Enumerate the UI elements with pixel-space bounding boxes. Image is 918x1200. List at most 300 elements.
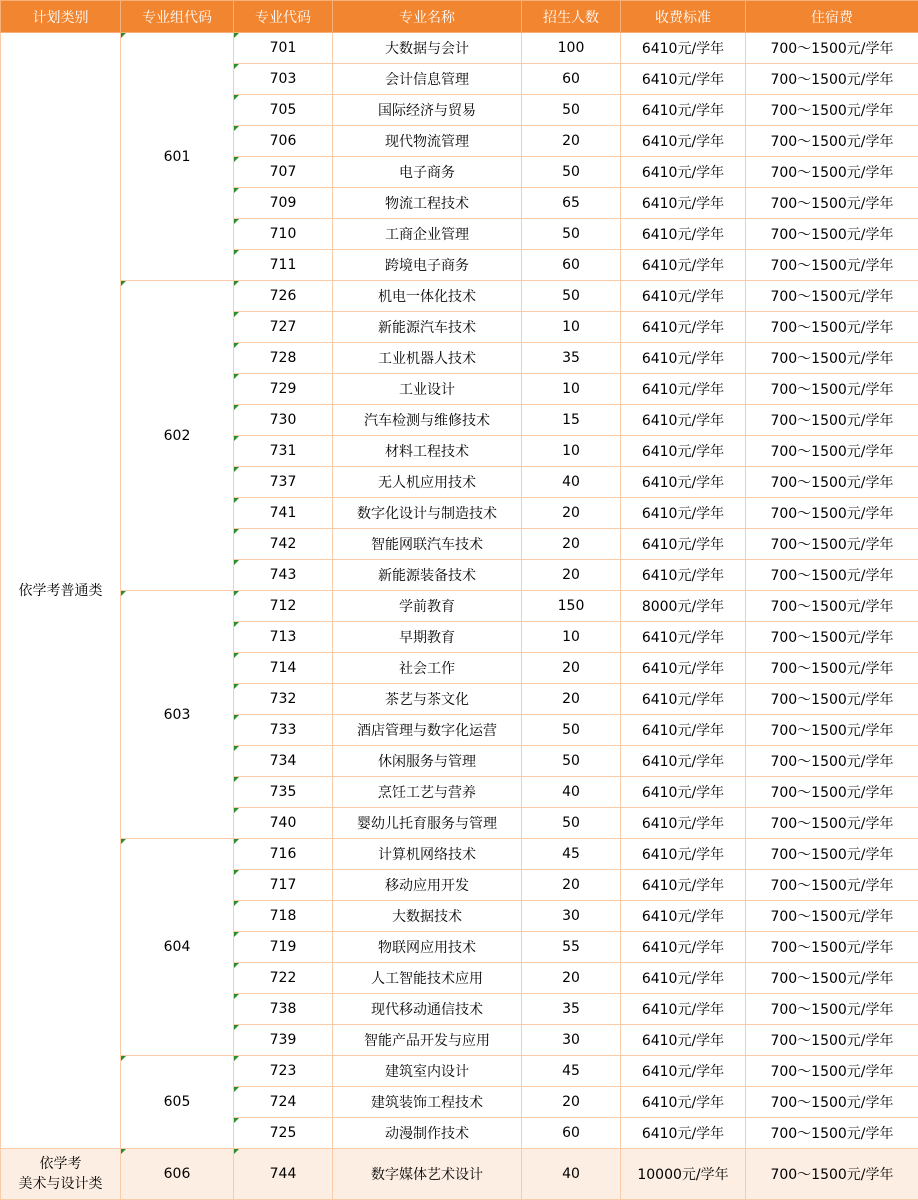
major-name: 新能源装备技术 <box>378 568 476 584</box>
cell-marker-icon <box>234 467 239 472</box>
enrollment-count: 30 <box>562 1032 580 1048</box>
major-code: 718 <box>270 908 297 924</box>
cell-marker-icon <box>121 1056 126 1061</box>
tuition-fee-cell <box>621 64 746 95</box>
dorm-fee: 700～1500元/学年 <box>770 351 893 367</box>
major-name-cell <box>333 653 522 684</box>
table-row <box>1 839 918 870</box>
major-name-cell <box>333 219 522 250</box>
major-code: 711 <box>270 257 297 273</box>
major-code-cell <box>234 405 333 436</box>
dorm-fee: 700～1500元/学年 <box>770 847 893 863</box>
major-name: 大数据与会计 <box>385 41 469 57</box>
major-name: 国际经济与贸易 <box>378 103 476 119</box>
tuition-fee-cell <box>621 653 746 684</box>
major-code: 719 <box>270 939 297 955</box>
cell-marker-icon <box>234 994 239 999</box>
enrollment-count: 50 <box>562 815 580 831</box>
tuition-fee-cell <box>621 436 746 467</box>
major-code-cell <box>234 746 333 777</box>
tuition-fee-cell <box>621 1056 746 1087</box>
dorm-fee-cell <box>746 436 918 467</box>
dorm-fee-cell <box>746 250 918 281</box>
tuition-fee-cell <box>621 467 746 498</box>
tuition-fee-cell <box>621 312 746 343</box>
dorm-fee: 700～1500元/学年 <box>770 1126 893 1142</box>
cell-marker-icon <box>234 188 239 193</box>
enrollment-count: 50 <box>562 722 580 738</box>
major-code-cell <box>234 1087 333 1118</box>
major-code-cell <box>234 126 333 157</box>
major-code: 723 <box>270 1063 297 1079</box>
dorm-fee: 700～1500元/学年 <box>770 103 893 119</box>
tuition-fee: 6410元/学年 <box>642 1126 724 1142</box>
major-code-cell <box>234 653 333 684</box>
major-code: 740 <box>270 815 297 831</box>
major-code-cell <box>234 95 333 126</box>
tuition-fee: 6410元/学年 <box>642 289 724 305</box>
major-name-cell <box>333 498 522 529</box>
tuition-fee-cell <box>621 994 746 1025</box>
tuition-fee: 6410元/学年 <box>642 413 724 429</box>
dorm-fee-cell <box>746 1056 918 1087</box>
dorm-fee: 700～1500元/学年 <box>770 444 893 460</box>
enrollment-count-cell <box>522 839 621 870</box>
enrollment-count-cell <box>522 746 621 777</box>
dorm-fee-cell <box>746 591 918 622</box>
tuition-fee-cell <box>621 715 746 746</box>
enrollment-count: 60 <box>562 257 580 273</box>
dorm-fee-cell <box>746 188 918 219</box>
tuition-fee-cell <box>621 1149 746 1200</box>
major-code-cell <box>234 467 333 498</box>
major-code: 724 <box>270 1094 297 1110</box>
major-code-cell <box>234 436 333 467</box>
major-name-cell <box>333 157 522 188</box>
dorm-fee-cell <box>746 653 918 684</box>
tuition-fee: 6410元/学年 <box>642 382 724 398</box>
tuition-fee: 6410元/学年 <box>642 909 724 925</box>
enrollment-count: 20 <box>562 691 580 707</box>
enrollment-count-cell <box>522 1118 621 1149</box>
header-tuition: 收费标准 <box>621 1 746 33</box>
major-name-cell <box>333 839 522 870</box>
plan-category-cell <box>1 1149 121 1200</box>
tuition-fee-cell <box>621 808 746 839</box>
cell-marker-icon <box>234 653 239 658</box>
header-row <box>1 1 918 33</box>
cell-marker-icon <box>234 839 239 844</box>
cell-marker-icon <box>234 1118 239 1123</box>
enrollment-count-cell <box>522 932 621 963</box>
major-name-cell <box>333 1056 522 1087</box>
enrollment-count: 65 <box>562 195 580 211</box>
major-name: 现代物流管理 <box>385 134 469 150</box>
major-code: 709 <box>270 195 297 211</box>
enrollment-count-cell <box>522 591 621 622</box>
dorm-fee: 700～1500元/学年 <box>770 909 893 925</box>
major-name-cell <box>333 126 522 157</box>
tuition-fee-cell <box>621 188 746 219</box>
major-code-cell <box>234 932 333 963</box>
dorm-fee-cell <box>746 343 918 374</box>
enrollment-count-cell <box>522 653 621 684</box>
enrollment-count-cell <box>522 1087 621 1118</box>
dorm-fee-cell <box>746 932 918 963</box>
tuition-fee-cell <box>621 746 746 777</box>
cell-marker-icon <box>121 591 126 596</box>
major-code: 705 <box>270 102 297 118</box>
cell-marker-icon <box>234 932 239 937</box>
major-name: 跨境电子商务 <box>385 258 469 274</box>
dorm-fee-cell <box>746 64 918 95</box>
tuition-fee: 6410元/学年 <box>642 134 724 150</box>
dorm-fee: 700～1500元/学年 <box>770 134 893 150</box>
dorm-fee-cell <box>746 281 918 312</box>
dorm-fee-cell <box>746 808 918 839</box>
major-name-cell <box>333 1025 522 1056</box>
tuition-fee: 8000元/学年 <box>642 599 724 615</box>
major-name: 工业机器人技术 <box>378 351 476 367</box>
major-name-cell <box>333 994 522 1025</box>
major-name-cell <box>333 1087 522 1118</box>
major-code-cell <box>234 1056 333 1087</box>
major-code-cell <box>234 684 333 715</box>
major-code: 730 <box>270 412 297 428</box>
enrollment-count-cell <box>522 405 621 436</box>
enrollment-count: 50 <box>562 164 580 180</box>
cell-marker-icon <box>234 219 239 224</box>
tuition-fee: 6410元/学年 <box>642 165 724 181</box>
dorm-fee-cell <box>746 157 918 188</box>
tuition-fee-cell <box>621 1118 746 1149</box>
enrollment-count-cell <box>522 95 621 126</box>
major-name-cell <box>333 529 522 560</box>
tuition-fee: 6410元/学年 <box>642 1002 724 1018</box>
major-code-cell <box>234 870 333 901</box>
enrollment-count-cell <box>522 33 621 64</box>
major-name-cell <box>333 746 522 777</box>
enrollment-count-cell <box>522 467 621 498</box>
tuition-fee-cell <box>621 374 746 405</box>
tuition-fee: 6410元/学年 <box>642 227 724 243</box>
tuition-fee-cell <box>621 839 746 870</box>
dorm-fee: 700～1500元/学年 <box>770 878 893 894</box>
plan-category-label: 依学考普通类 <box>1 581 120 601</box>
tuition-fee-cell <box>621 777 746 808</box>
tuition-fee: 6410元/学年 <box>642 661 724 677</box>
enrollment-count: 40 <box>562 784 580 800</box>
major-name: 学前教育 <box>399 599 455 615</box>
enrollment-count-cell <box>522 64 621 95</box>
dorm-fee-cell <box>746 839 918 870</box>
major-name: 建筑装饰工程技术 <box>371 1095 483 1111</box>
major-name: 休闲服务与管理 <box>378 754 476 770</box>
major-code: 739 <box>270 1032 297 1048</box>
major-name: 机电一体化技术 <box>378 289 476 305</box>
tuition-fee: 6410元/学年 <box>642 630 724 646</box>
dorm-fee-cell <box>746 467 918 498</box>
cell-marker-icon <box>234 1087 239 1092</box>
enrollment-count: 20 <box>562 877 580 893</box>
major-code: 717 <box>270 877 297 893</box>
dorm-fee: 700～1500元/学年 <box>770 599 893 615</box>
major-code: 710 <box>270 226 297 242</box>
cell-marker-icon <box>234 777 239 782</box>
major-name: 电子商务 <box>399 165 455 181</box>
dorm-fee-cell <box>746 529 918 560</box>
plan-category-label: 美术与设计类 <box>1 1174 120 1194</box>
major-code: 706 <box>270 133 297 149</box>
enrollment-count: 60 <box>562 71 580 87</box>
enrollment-count: 50 <box>562 288 580 304</box>
major-name-cell <box>333 808 522 839</box>
tuition-fee-cell <box>621 219 746 250</box>
cell-marker-icon <box>234 157 239 162</box>
dorm-fee: 700～1500元/学年 <box>770 289 893 305</box>
tuition-fee: 6410元/学年 <box>642 568 724 584</box>
plan-category-label: 依学考 <box>1 1154 120 1174</box>
cell-marker-icon <box>234 95 239 100</box>
major-name-cell <box>333 963 522 994</box>
dorm-fee-cell <box>746 777 918 808</box>
table-body <box>1 33 918 1200</box>
tuition-fee-cell <box>621 281 746 312</box>
dorm-fee-cell <box>746 560 918 591</box>
enrollment-count: 50 <box>562 102 580 118</box>
major-code-cell <box>234 64 333 95</box>
major-code: 734 <box>270 753 297 769</box>
cell-marker-icon <box>234 33 239 38</box>
dorm-fee: 700～1500元/学年 <box>770 537 893 553</box>
major-code: 707 <box>270 164 297 180</box>
cell-marker-icon <box>234 529 239 534</box>
tuition-fee-cell <box>621 932 746 963</box>
tuition-fee: 6410元/学年 <box>642 754 724 770</box>
header-group-code: 专业组代码 <box>121 1 234 33</box>
tuition-fee: 6410元/学年 <box>642 351 724 367</box>
enrollment-count-cell <box>522 157 621 188</box>
major-code-cell <box>234 312 333 343</box>
dorm-fee-cell <box>746 498 918 529</box>
cell-marker-icon <box>234 715 239 720</box>
dorm-fee: 700～1500元/学年 <box>770 971 893 987</box>
dorm-fee-cell <box>746 1087 918 1118</box>
enrollment-count-cell <box>522 250 621 281</box>
major-name: 新能源汽车技术 <box>378 320 476 336</box>
dorm-fee-cell <box>746 95 918 126</box>
enrollment-count-cell <box>522 188 621 219</box>
dorm-fee: 700～1500元/学年 <box>770 320 893 336</box>
tuition-fee-cell <box>621 126 746 157</box>
major-code: 732 <box>270 691 297 707</box>
dorm-fee: 700～1500元/学年 <box>770 506 893 522</box>
table-row <box>1 1056 918 1087</box>
tuition-fee-cell <box>621 157 746 188</box>
major-code-cell <box>234 1025 333 1056</box>
major-name-cell <box>333 281 522 312</box>
dorm-fee-cell <box>746 901 918 932</box>
major-name: 烹饪工艺与营养 <box>378 785 476 801</box>
cell-marker-icon <box>121 33 126 38</box>
group-code: 603 <box>164 707 191 723</box>
major-code: 703 <box>270 71 297 87</box>
cell-marker-icon <box>234 126 239 131</box>
cell-marker-icon <box>234 281 239 286</box>
dorm-fee-cell <box>746 126 918 157</box>
major-code: 737 <box>270 474 297 490</box>
dorm-fee: 700～1500元/学年 <box>770 413 893 429</box>
enrollment-count-cell <box>522 436 621 467</box>
major-code-cell <box>234 374 333 405</box>
enrollment-count-cell <box>522 219 621 250</box>
enrollment-count: 45 <box>562 846 580 862</box>
major-name-cell <box>333 1118 522 1149</box>
enrollment-count-cell <box>522 312 621 343</box>
tuition-fee: 6410元/学年 <box>642 1095 724 1111</box>
enrollment-count: 10 <box>562 381 580 397</box>
dorm-fee-cell <box>746 994 918 1025</box>
enrollment-count-cell <box>522 529 621 560</box>
enrollment-count: 35 <box>562 350 580 366</box>
table-row <box>1 1149 918 1200</box>
major-code-cell <box>234 1149 333 1200</box>
major-name: 人工智能技术应用 <box>371 971 483 987</box>
major-name: 智能网联汽车技术 <box>371 537 483 553</box>
enrollment-count-cell <box>522 281 621 312</box>
major-name-cell <box>333 436 522 467</box>
dorm-fee: 700～1500元/学年 <box>770 630 893 646</box>
dorm-fee-cell <box>746 1149 918 1200</box>
tuition-fee-cell <box>621 95 746 126</box>
tuition-fee: 6410元/学年 <box>642 847 724 863</box>
dorm-fee-cell <box>746 312 918 343</box>
major-name: 工业设计 <box>399 382 455 398</box>
group-code: 604 <box>164 939 191 955</box>
major-code: 722 <box>270 970 297 986</box>
dorm-fee-cell <box>746 33 918 64</box>
major-code-cell <box>234 715 333 746</box>
enrollment-count-cell <box>522 1056 621 1087</box>
enrollment-count: 35 <box>562 1001 580 1017</box>
major-name: 酒店管理与数字化运营 <box>357 723 497 739</box>
group-code-cell <box>121 1149 234 1200</box>
cell-marker-icon <box>234 343 239 348</box>
group-code-cell <box>121 33 234 281</box>
major-code: 726 <box>270 288 297 304</box>
dorm-fee: 700～1500元/学年 <box>770 1167 893 1183</box>
major-name-cell <box>333 715 522 746</box>
cell-marker-icon <box>121 281 126 286</box>
dorm-fee: 700～1500元/学年 <box>770 723 893 739</box>
dorm-fee-cell <box>746 870 918 901</box>
major-code-cell <box>234 901 333 932</box>
major-code-cell <box>234 219 333 250</box>
major-code-cell <box>234 157 333 188</box>
tuition-fee-cell <box>621 498 746 529</box>
major-code: 731 <box>270 443 297 459</box>
enrollment-count: 50 <box>562 226 580 242</box>
tuition-fee-cell <box>621 963 746 994</box>
cell-marker-icon <box>234 591 239 596</box>
tuition-fee: 6410元/学年 <box>642 41 724 57</box>
cell-marker-icon <box>234 498 239 503</box>
major-name: 动漫制作技术 <box>385 1126 469 1142</box>
group-code: 605 <box>164 1094 191 1110</box>
enrollment-count: 10 <box>562 629 580 645</box>
major-name: 无人机应用技术 <box>378 475 476 491</box>
cell-marker-icon <box>234 808 239 813</box>
cell-marker-icon <box>234 1056 239 1061</box>
dorm-fee: 700～1500元/学年 <box>770 568 893 584</box>
cell-marker-icon <box>234 405 239 410</box>
cell-marker-icon <box>234 1025 239 1030</box>
major-name-cell <box>333 560 522 591</box>
cell-marker-icon <box>234 64 239 69</box>
enrollment-count-cell <box>522 715 621 746</box>
header-major-name: 专业名称 <box>333 1 522 33</box>
major-code-cell <box>234 839 333 870</box>
major-name: 早期教育 <box>399 630 455 646</box>
major-name: 移动应用开发 <box>385 878 469 894</box>
tuition-fee: 6410元/学年 <box>642 320 724 336</box>
dorm-fee-cell <box>746 622 918 653</box>
table-row <box>1 591 918 622</box>
major-code: 738 <box>270 1001 297 1017</box>
major-name-cell <box>333 591 522 622</box>
cell-marker-icon <box>234 250 239 255</box>
header-plan-category: 计划类别 <box>1 1 121 33</box>
enrollment-count: 30 <box>562 908 580 924</box>
dorm-fee-cell <box>746 715 918 746</box>
dorm-fee: 700～1500元/学年 <box>770 692 893 708</box>
major-name-cell <box>333 312 522 343</box>
major-code-cell <box>234 188 333 219</box>
major-name-cell <box>333 95 522 126</box>
major-code-cell <box>234 281 333 312</box>
tuition-fee-cell <box>621 529 746 560</box>
enrollment-count: 40 <box>562 1166 580 1182</box>
dorm-fee: 700～1500元/学年 <box>770 1095 893 1111</box>
enrollment-count-cell <box>522 994 621 1025</box>
major-code: 741 <box>270 505 297 521</box>
major-code: 713 <box>270 629 297 645</box>
enrollment-count-cell <box>522 684 621 715</box>
major-code-cell <box>234 808 333 839</box>
header-dorm-fee: 住宿费 <box>746 1 918 33</box>
major-name: 计算机网络技术 <box>378 847 476 863</box>
tuition-fee: 6410元/学年 <box>642 692 724 708</box>
enrollment-count-cell <box>522 870 621 901</box>
major-code-cell <box>234 498 333 529</box>
major-code: 743 <box>270 567 297 583</box>
tuition-fee: 6410元/学年 <box>642 537 724 553</box>
tuition-fee: 6410元/学年 <box>642 475 724 491</box>
group-code: 602 <box>164 428 191 444</box>
major-name: 数字化设计与制造技术 <box>357 506 497 522</box>
dorm-fee: 700～1500元/学年 <box>770 785 893 801</box>
major-code-cell <box>234 343 333 374</box>
major-name: 材料工程技术 <box>385 444 469 460</box>
tuition-fee-cell <box>621 870 746 901</box>
major-name-cell <box>333 33 522 64</box>
dorm-fee-cell <box>746 1025 918 1056</box>
major-name: 工商企业管理 <box>385 227 469 243</box>
enrollment-count: 10 <box>562 319 580 335</box>
tuition-fee: 6410元/学年 <box>642 196 724 212</box>
tuition-fee: 10000元/学年 <box>637 1167 728 1183</box>
major-name-cell <box>333 467 522 498</box>
